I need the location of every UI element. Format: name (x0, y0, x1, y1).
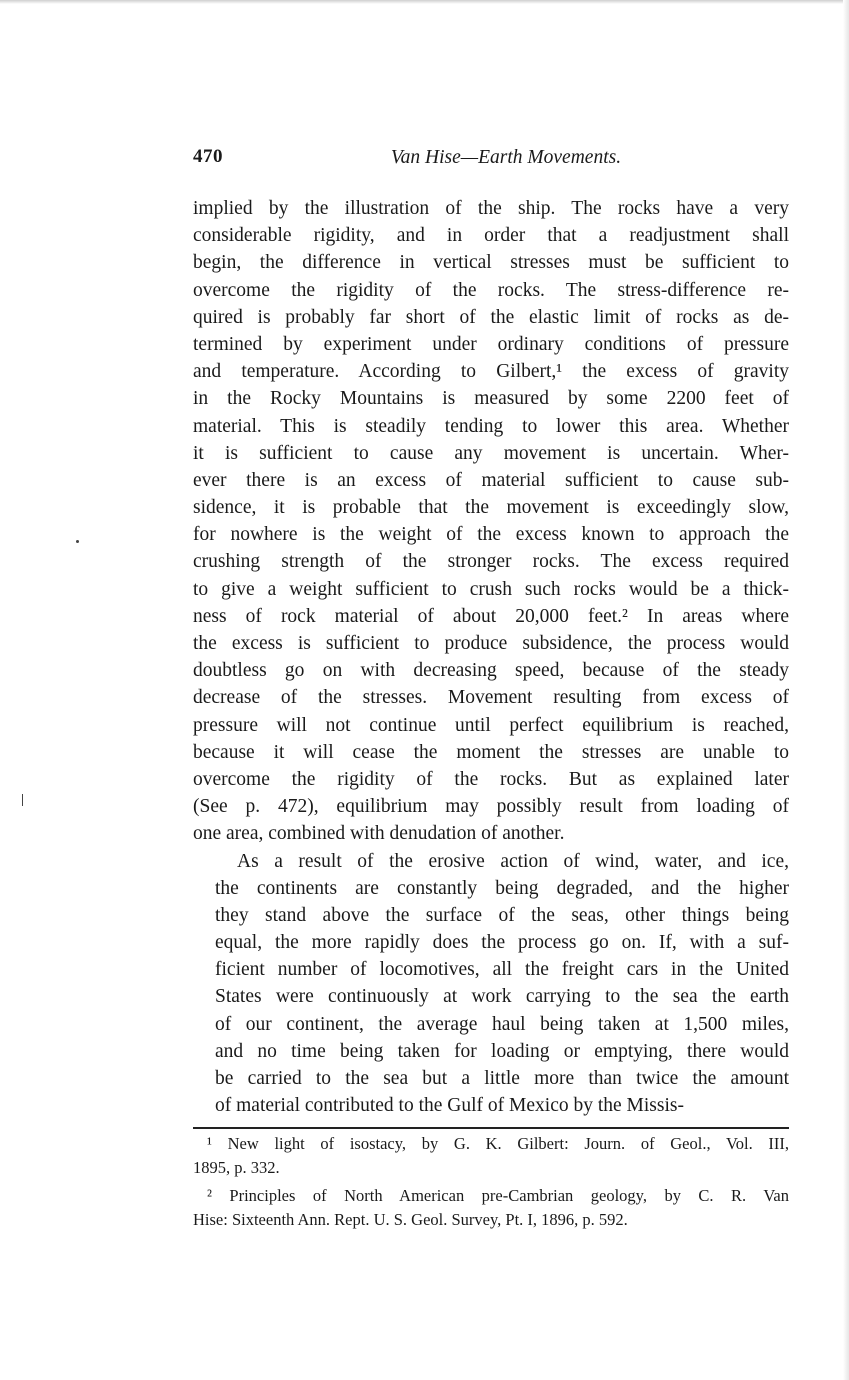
running-head (193, 146, 789, 172)
text-line: overcome the rigidity of the rocks. The stress-difference re- (193, 279, 789, 301)
text-line: be carried to the sea but a little more than twice the amount (215, 1068, 789, 1089)
text-line: implied by the illustration of the ship. The rocks have a very (193, 198, 789, 219)
page-edge-right (843, 0, 849, 1380)
text-line: Hise: Sixteenth Ann. Rept. U. S. Geol. Survey, Pt. I, 1896, p. 592. (193, 1210, 628, 1229)
footnote-1 (193, 1132, 789, 1180)
paragraph-1 (193, 195, 789, 848)
scan-speck (76, 540, 79, 543)
footnotes (193, 1132, 789, 1236)
text-line: of our continent, the average haul being taken at 1,500 miles, (215, 1013, 789, 1035)
text-line: equal, the more rapidly does the process go on. If, with a suf- (215, 932, 789, 954)
text-line: ness of rock material of about 20,000 feet.² In areas where (193, 605, 789, 627)
text-line: considerable rigidity, and in order that a readjustment shall (193, 225, 789, 247)
text-line: to give a weight sufficient to crush such rocks would be a thick- (193, 578, 789, 600)
text-line: ² Principles of North American pre-Cambrian geology, by C. R. Van (207, 1186, 789, 1205)
text-line: termined by experiment under ordinary conditions of pressure (193, 333, 789, 355)
text-line: ¹ New light of isostacy, by G. K. Gilbert: Journ. of Geol., Vol. III, (207, 1134, 789, 1153)
scan-speck (22, 794, 23, 806)
text-line: material. This is steadily tending to lower this area. Whether (193, 415, 789, 437)
text-line: they stand above the surface of the seas, other things being (215, 904, 789, 926)
page-edge-shadow (0, 0, 849, 4)
text-line: quired is probably far short of the elastic limit of rocks as de- (193, 306, 789, 328)
text-line: 1895, p. 332. (193, 1158, 280, 1177)
text-line: begin, the difference in vertical stresses must be sufficient to (193, 252, 789, 274)
text-line: the continents are constantly being degraded, and the higher (215, 877, 789, 899)
text-line: in the Rocky Mountains is measured by some 2200 feet of (193, 388, 789, 410)
body-text (193, 195, 789, 1119)
text-line: the excess is sufficient to produce subsidence, the process would (193, 633, 789, 654)
text-line: ficient number of locomotives, all the freight cars in the United (215, 959, 789, 981)
text-line: of material contributed to the Gulf of Mexico by the Missis- (215, 1095, 684, 1117)
text-line: because it will cease the moment the stresses are unable to (193, 741, 789, 763)
text-line: one area, combined with denudation of another. (193, 823, 565, 845)
text-line: (See p. 472), equilibrium may possibly result from loading of (193, 796, 789, 818)
text-line: and temperature. According to Gilbert,¹ the excess of gravity (193, 361, 789, 383)
text-line: As a result of the erosive action of wind, water, and ice, (237, 850, 789, 872)
text-line: and no time being taken for loading or emptying, there would (215, 1040, 789, 1062)
running-title: Van Hise—Earth Movements. (390, 147, 622, 168)
text-line: crushing strength of the stronger rocks. The excess required (193, 551, 789, 573)
text-line: overcome the rigidity of the rocks. But as explained later (193, 768, 789, 790)
paragraph-2 (193, 848, 789, 1120)
text-line: States were continuously at work carrying to the sea the earth (215, 986, 789, 1008)
footnote-rule (193, 1127, 789, 1129)
footnote-2 (193, 1184, 789, 1232)
text-line: decrease of the stresses. Movement resulting from excess of (193, 687, 789, 709)
page-number: 470 (193, 146, 223, 167)
text-line: for nowhere is the weight of the excess known to approach the (193, 524, 789, 546)
text-line: pressure will not continue until perfect equilibrium is reached, (193, 714, 789, 736)
text-line: it is sufficient to cause any movement is uncertain. Wher- (193, 442, 789, 464)
text-line: sidence, it is probable that the movement is exceedingly slow, (193, 497, 789, 519)
text-line: ever there is an excess of material sufficient to cause sub- (193, 469, 789, 491)
text-line: doubtless go on with decreasing speed, because of the steady (193, 660, 789, 682)
